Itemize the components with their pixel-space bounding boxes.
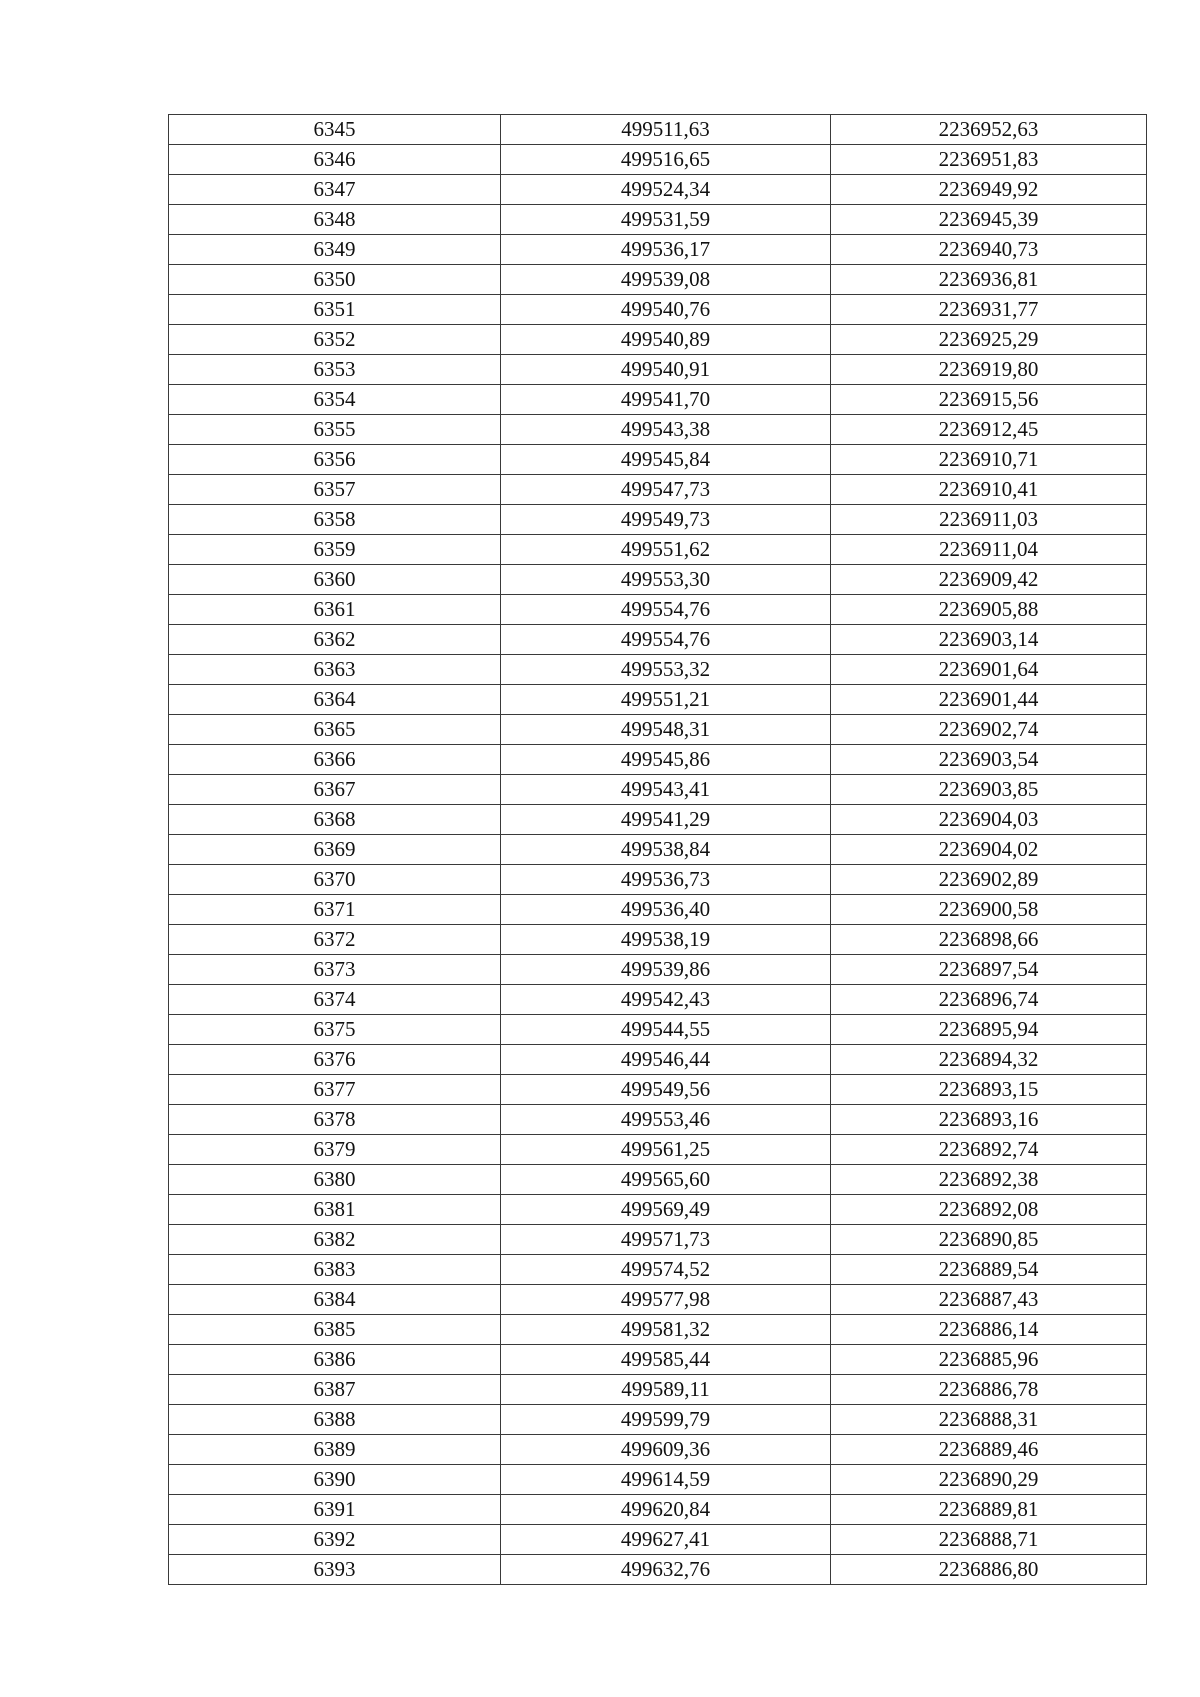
- y-coordinate-cell: 2236910,41: [831, 475, 1147, 505]
- point-number-cell: 6357: [169, 475, 501, 505]
- x-coordinate-cell: 499561,25: [501, 1135, 831, 1165]
- x-coordinate-cell: 499620,84: [501, 1495, 831, 1525]
- table-row: [169, 745, 1147, 775]
- point-number-cell: 6358: [169, 505, 501, 535]
- point-number-cell: 6380: [169, 1165, 501, 1195]
- x-coordinate-cell: 499554,76: [501, 625, 831, 655]
- table-row: [169, 1555, 1147, 1585]
- y-coordinate-cell: 2236902,89: [831, 865, 1147, 895]
- x-coordinate-cell: 499536,17: [501, 235, 831, 265]
- y-coordinate-cell: 2236897,54: [831, 955, 1147, 985]
- point-number-cell: 6346: [169, 145, 501, 175]
- y-coordinate-cell: 2236893,16: [831, 1105, 1147, 1135]
- y-coordinate-cell: 2236889,54: [831, 1255, 1147, 1285]
- table-row: [169, 1435, 1147, 1465]
- x-coordinate-cell: 499569,49: [501, 1195, 831, 1225]
- y-coordinate-cell: 2236901,64: [831, 655, 1147, 685]
- point-number-cell: 6360: [169, 565, 501, 595]
- x-coordinate-cell: 499589,11: [501, 1375, 831, 1405]
- table-row: [169, 715, 1147, 745]
- y-coordinate-cell: 2236886,14: [831, 1315, 1147, 1345]
- x-coordinate-cell: 499577,98: [501, 1285, 831, 1315]
- y-coordinate-cell: 2236892,38: [831, 1165, 1147, 1195]
- x-coordinate-cell: 499541,29: [501, 805, 831, 835]
- y-coordinate-cell: 2236896,74: [831, 985, 1147, 1015]
- table-row: [169, 295, 1147, 325]
- table-row: [169, 205, 1147, 235]
- point-number-cell: 6391: [169, 1495, 501, 1525]
- y-coordinate-cell: 2236895,94: [831, 1015, 1147, 1045]
- table-row: [169, 505, 1147, 535]
- x-coordinate-cell: 499551,21: [501, 685, 831, 715]
- x-coordinate-cell: 499540,89: [501, 325, 831, 355]
- y-coordinate-cell: 2236889,81: [831, 1495, 1147, 1525]
- y-coordinate-cell: 2236904,03: [831, 805, 1147, 835]
- table-row: [169, 955, 1147, 985]
- x-coordinate-cell: 499548,31: [501, 715, 831, 745]
- point-number-cell: 6351: [169, 295, 501, 325]
- point-number-cell: 6373: [169, 955, 501, 985]
- x-coordinate-cell: 499585,44: [501, 1345, 831, 1375]
- point-number-cell: 6388: [169, 1405, 501, 1435]
- table-row: [169, 1525, 1147, 1555]
- x-coordinate-cell: 499542,43: [501, 985, 831, 1015]
- point-number-cell: 6359: [169, 535, 501, 565]
- x-coordinate-cell: 499539,86: [501, 955, 831, 985]
- point-number-cell: 6347: [169, 175, 501, 205]
- table-row: [169, 355, 1147, 385]
- table-row: [169, 1135, 1147, 1165]
- y-coordinate-cell: 2236912,45: [831, 415, 1147, 445]
- x-coordinate-cell: 499551,62: [501, 535, 831, 565]
- table-row: [169, 1255, 1147, 1285]
- x-coordinate-cell: 499574,52: [501, 1255, 831, 1285]
- y-coordinate-cell: 2236903,85: [831, 775, 1147, 805]
- table-row: [169, 1375, 1147, 1405]
- y-coordinate-cell: 2236903,54: [831, 745, 1147, 775]
- point-number-cell: 6370: [169, 865, 501, 895]
- table-row: [169, 1405, 1147, 1435]
- table-row: [169, 685, 1147, 715]
- point-number-cell: 6384: [169, 1285, 501, 1315]
- table-row: [169, 565, 1147, 595]
- point-number-cell: 6390: [169, 1465, 501, 1495]
- y-coordinate-cell: 2236911,03: [831, 505, 1147, 535]
- point-number-cell: 6383: [169, 1255, 501, 1285]
- table-row: [169, 1225, 1147, 1255]
- point-number-cell: 6385: [169, 1315, 501, 1345]
- x-coordinate-cell: 499614,59: [501, 1465, 831, 1495]
- x-coordinate-cell: 499553,32: [501, 655, 831, 685]
- y-coordinate-cell: 2236888,71: [831, 1525, 1147, 1555]
- point-number-cell: 6345: [169, 115, 501, 145]
- x-coordinate-cell: 499524,34: [501, 175, 831, 205]
- y-coordinate-cell: 2236893,15: [831, 1075, 1147, 1105]
- point-number-cell: 6356: [169, 445, 501, 475]
- table-row: [169, 1045, 1147, 1075]
- point-number-cell: 6363: [169, 655, 501, 685]
- point-number-cell: 6372: [169, 925, 501, 955]
- x-coordinate-cell: 499632,76: [501, 1555, 831, 1585]
- x-coordinate-cell: 499599,79: [501, 1405, 831, 1435]
- table-row: [169, 1165, 1147, 1195]
- y-coordinate-cell: 2236952,63: [831, 115, 1147, 145]
- y-coordinate-cell: 2236904,02: [831, 835, 1147, 865]
- x-coordinate-cell: 499627,41: [501, 1525, 831, 1555]
- y-coordinate-cell: 2236915,56: [831, 385, 1147, 415]
- x-coordinate-cell: 499544,55: [501, 1015, 831, 1045]
- x-coordinate-cell: 499565,60: [501, 1165, 831, 1195]
- table-row: [169, 145, 1147, 175]
- table-row: [169, 1105, 1147, 1135]
- y-coordinate-cell: 2236886,80: [831, 1555, 1147, 1585]
- table-row: [169, 925, 1147, 955]
- y-coordinate-cell: 2236945,39: [831, 205, 1147, 235]
- y-coordinate-cell: 2236949,92: [831, 175, 1147, 205]
- point-number-cell: 6386: [169, 1345, 501, 1375]
- table-row: [169, 325, 1147, 355]
- table-row: [169, 535, 1147, 565]
- x-coordinate-cell: 499549,73: [501, 505, 831, 535]
- x-coordinate-cell: 499549,56: [501, 1075, 831, 1105]
- y-coordinate-cell: 2236890,29: [831, 1465, 1147, 1495]
- y-coordinate-cell: 2236894,32: [831, 1045, 1147, 1075]
- y-coordinate-cell: 2236887,43: [831, 1285, 1147, 1315]
- table-row: [169, 235, 1147, 265]
- x-coordinate-cell: 499609,36: [501, 1435, 831, 1465]
- point-number-cell: 6389: [169, 1435, 501, 1465]
- point-number-cell: 6364: [169, 685, 501, 715]
- table-row: [169, 895, 1147, 925]
- point-number-cell: 6355: [169, 415, 501, 445]
- table-row: [169, 1015, 1147, 1045]
- x-coordinate-cell: 499553,46: [501, 1105, 831, 1135]
- point-number-cell: 6387: [169, 1375, 501, 1405]
- x-coordinate-cell: 499545,86: [501, 745, 831, 775]
- y-coordinate-cell: 2236903,14: [831, 625, 1147, 655]
- point-number-cell: 6369: [169, 835, 501, 865]
- table-row: [169, 775, 1147, 805]
- y-coordinate-cell: 2236885,96: [831, 1345, 1147, 1375]
- point-number-cell: 6371: [169, 895, 501, 925]
- x-coordinate-cell: 499581,32: [501, 1315, 831, 1345]
- point-number-cell: 6353: [169, 355, 501, 385]
- table-row: [169, 445, 1147, 475]
- point-number-cell: 6382: [169, 1225, 501, 1255]
- point-number-cell: 6375: [169, 1015, 501, 1045]
- y-coordinate-cell: 2236931,77: [831, 295, 1147, 325]
- table-row: [169, 415, 1147, 445]
- table-row: [169, 1315, 1147, 1345]
- x-coordinate-cell: 499554,76: [501, 595, 831, 625]
- x-coordinate-cell: 499543,41: [501, 775, 831, 805]
- point-number-cell: 6379: [169, 1135, 501, 1165]
- point-number-cell: 6393: [169, 1555, 501, 1585]
- point-number-cell: 6366: [169, 745, 501, 775]
- y-coordinate-cell: 2236909,42: [831, 565, 1147, 595]
- point-number-cell: 6376: [169, 1045, 501, 1075]
- table-row: [169, 805, 1147, 835]
- x-coordinate-cell: 499531,59: [501, 205, 831, 235]
- table-row: [169, 1075, 1147, 1105]
- point-number-cell: 6349: [169, 235, 501, 265]
- y-coordinate-cell: 2236888,31: [831, 1405, 1147, 1435]
- x-coordinate-cell: 499536,40: [501, 895, 831, 925]
- x-coordinate-cell: 499553,30: [501, 565, 831, 595]
- x-coordinate-cell: 499536,73: [501, 865, 831, 895]
- y-coordinate-cell: 2236902,74: [831, 715, 1147, 745]
- y-coordinate-cell: 2236890,85: [831, 1225, 1147, 1255]
- x-coordinate-cell: 499541,70: [501, 385, 831, 415]
- y-coordinate-cell: 2236889,46: [831, 1435, 1147, 1465]
- y-coordinate-cell: 2236936,81: [831, 265, 1147, 295]
- table-row: [169, 1465, 1147, 1495]
- x-coordinate-cell: 499571,73: [501, 1225, 831, 1255]
- x-coordinate-cell: 499539,08: [501, 265, 831, 295]
- table-row: [169, 865, 1147, 895]
- point-number-cell: 6354: [169, 385, 501, 415]
- y-coordinate-cell: 2236892,08: [831, 1195, 1147, 1225]
- y-coordinate-cell: 2236925,29: [831, 325, 1147, 355]
- y-coordinate-cell: 2236911,04: [831, 535, 1147, 565]
- y-coordinate-cell: 2236892,74: [831, 1135, 1147, 1165]
- point-number-cell: 6374: [169, 985, 501, 1015]
- y-coordinate-cell: 2236905,88: [831, 595, 1147, 625]
- coordinates-table: [168, 114, 1147, 1585]
- table-row: [169, 385, 1147, 415]
- table-row: [169, 475, 1147, 505]
- table-row: [169, 1285, 1147, 1315]
- table-row: [169, 1495, 1147, 1525]
- y-coordinate-cell: 2236900,58: [831, 895, 1147, 925]
- table-row: [169, 835, 1147, 865]
- table-row: [169, 985, 1147, 1015]
- x-coordinate-cell: 499543,38: [501, 415, 831, 445]
- y-coordinate-cell: 2236951,83: [831, 145, 1147, 175]
- x-coordinate-cell: 499540,76: [501, 295, 831, 325]
- point-number-cell: 6350: [169, 265, 501, 295]
- x-coordinate-cell: 499511,63: [501, 115, 831, 145]
- point-number-cell: 6348: [169, 205, 501, 235]
- table-row: [169, 265, 1147, 295]
- coordinates-table-body: [169, 115, 1147, 1585]
- point-number-cell: 6362: [169, 625, 501, 655]
- point-number-cell: 6377: [169, 1075, 501, 1105]
- x-coordinate-cell: 499538,19: [501, 925, 831, 955]
- y-coordinate-cell: 2236898,66: [831, 925, 1147, 955]
- y-coordinate-cell: 2236940,73: [831, 235, 1147, 265]
- table-row: [169, 625, 1147, 655]
- point-number-cell: 6365: [169, 715, 501, 745]
- point-number-cell: 6361: [169, 595, 501, 625]
- point-number-cell: 6392: [169, 1525, 501, 1555]
- point-number-cell: 6367: [169, 775, 501, 805]
- point-number-cell: 6381: [169, 1195, 501, 1225]
- table-row: [169, 175, 1147, 205]
- y-coordinate-cell: 2236886,78: [831, 1375, 1147, 1405]
- x-coordinate-cell: 499546,44: [501, 1045, 831, 1075]
- table-row: [169, 1345, 1147, 1375]
- y-coordinate-cell: 2236919,80: [831, 355, 1147, 385]
- table-row: [169, 115, 1147, 145]
- x-coordinate-cell: 499540,91: [501, 355, 831, 385]
- x-coordinate-cell: 499516,65: [501, 145, 831, 175]
- table-row: [169, 655, 1147, 685]
- point-number-cell: 6352: [169, 325, 501, 355]
- y-coordinate-cell: 2236910,71: [831, 445, 1147, 475]
- x-coordinate-cell: 499547,73: [501, 475, 831, 505]
- x-coordinate-cell: 499538,84: [501, 835, 831, 865]
- y-coordinate-cell: 2236901,44: [831, 685, 1147, 715]
- point-number-cell: 6378: [169, 1105, 501, 1135]
- table-row: [169, 595, 1147, 625]
- point-number-cell: 6368: [169, 805, 501, 835]
- table-row: [169, 1195, 1147, 1225]
- x-coordinate-cell: 499545,84: [501, 445, 831, 475]
